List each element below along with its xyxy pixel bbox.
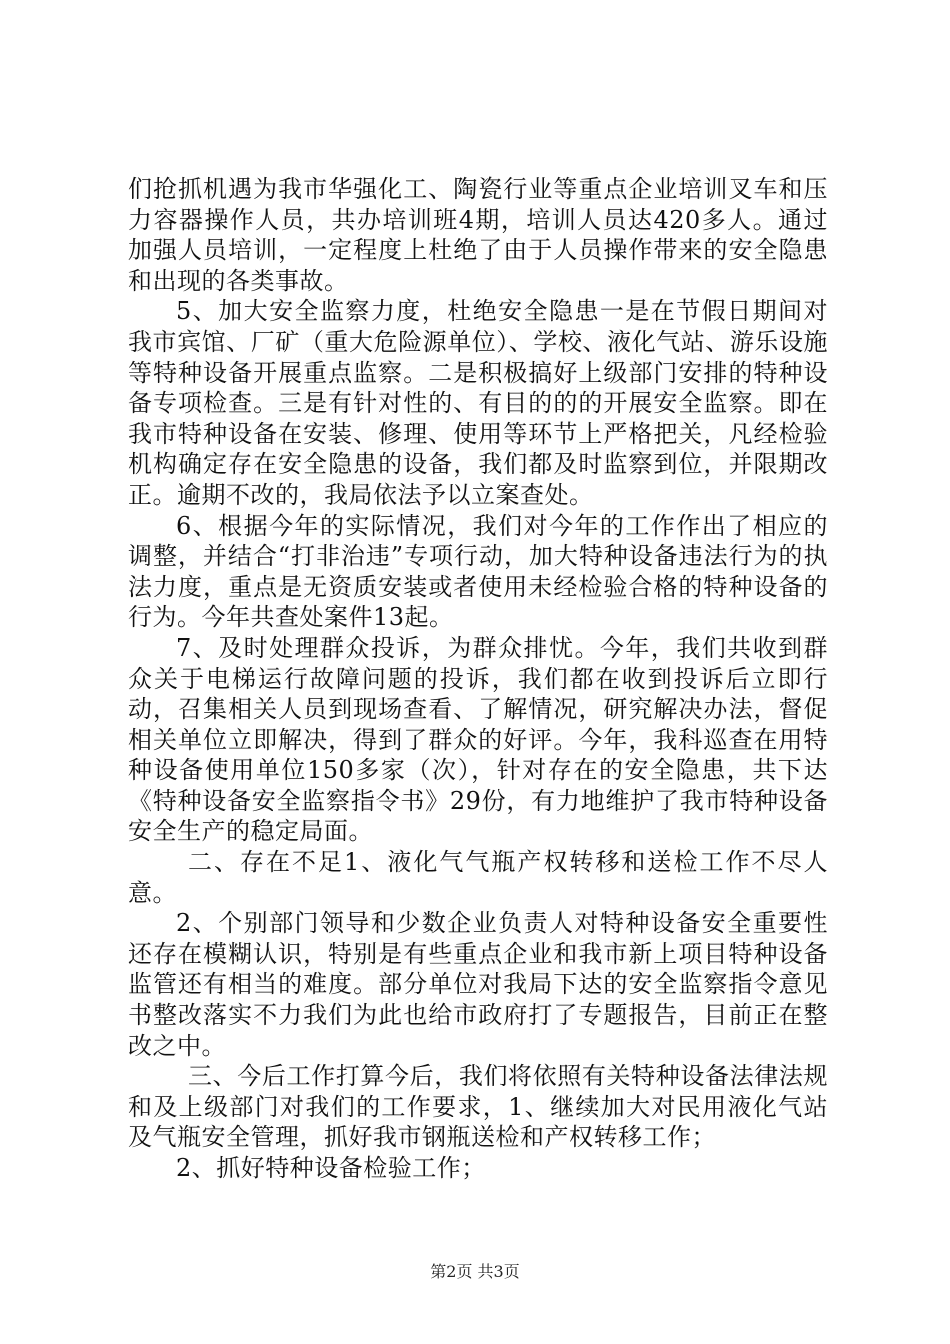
paragraph-plan-2: 2、抓好特种设备检验工作； (176, 1154, 486, 1182)
paragraph-training: 们抢抓机遇为我市华强化工、陶瓷行业等重点企业培训叉车和压力容器操作人员，共办培训班4期，培训人员达420多人。通过加强人员培训，一定程度上杜绝了由于人员操作带来的安全隐患和出现的各类事故。 (128, 175, 828, 295)
paragraph-item-5: 5、加大安全监察力度，杜绝安全隐患一是在节假日期间对我市宾馆、厂矿（重大危险源单位）、学校、液化气站、游乐设施等特种设备开展重点监察。二是积极搞好上级部门安排的特种设备专项检查。三是有针对性的、有目的的的开展安全监察。即在我市特种设备在安装、修理、使用等环节上严格把关，凡经检验机构确定存在安全隐患的设备，我们都及时监察到位，并限期改正。逾期不改的，我局依法予以立案查处。 (128, 297, 828, 509)
document-body (128, 174, 828, 1184)
paragraph-shortcoming-2: 2、个别部门领导和少数企业负责人对特种设备安全重要性还存在模糊认识，特别是有些重点企业和我市新上项目特种设备监管还有相当的难度。部分单位对我局下达的安全监察指令意见书整改落实不力我们为此也给市政府打了专题报告，目前正在整改之中。 (128, 909, 828, 1060)
paragraph-item-7: 7、及时处理群众投诉，为群众排忧。今年，我们共收到群众关于电梯运行故障问题的投诉，我们都在收到投诉后立即行动，召集相关人员到现场查看、了解情况，研究解决办法，督促相关单位立即解决，得到了群众的好评。今年，我科巡查在用特种设备使用单位150多家（次），针对存在的安全隐患，共下达《特种设备安全监察指令书》29份，有力地维护了我市特种设备安全生产的稳定局面。 (128, 633, 828, 846)
paragraph-item-6: 6、根据今年的实际情况，我们对今年的工作作出了相应的调整，并结合“打非治违”专项行动，加大特种设备违法行为的执法力度，重点是无资质安装或者使用未经检验合格的特种设备的行为。今年共查处案件13起。 (128, 511, 828, 632)
page-footer: 第2页 共3页 (430, 1262, 520, 1281)
paragraph-shortcomings: 二、存在不足1、液化气气瓶产权转移和送检工作不尽人意。 (128, 848, 828, 907)
paragraph-future-plans: 三、今后工作打算今后，我们将依照有关特种设备法律法规和及上级部门对我们的工作要求，1、继续加大对民用液化气站及气瓶安全管理，抓好我市钢瓶送检和产权转移工作； (128, 1062, 828, 1152)
